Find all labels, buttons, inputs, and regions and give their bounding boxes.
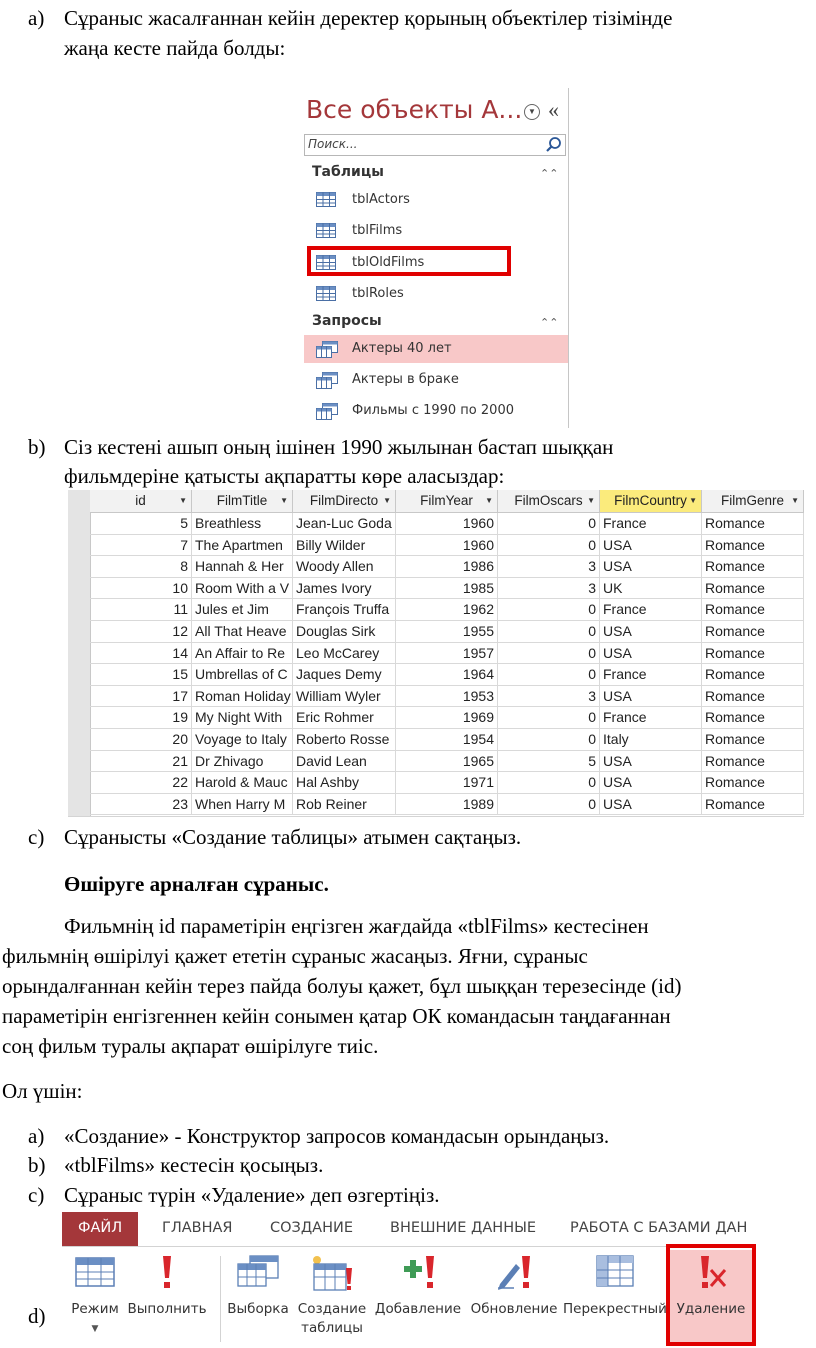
table-cell[interactable]: Romance	[702, 643, 804, 664]
table-cell[interactable]: USA	[600, 621, 702, 642]
nav-item-query[interactable]	[304, 397, 568, 425]
table-icon	[316, 192, 336, 207]
group-header-tables[interactable]: Таблицы	[312, 164, 384, 180]
nav-pane-title[interactable]: Все объекты А...	[306, 95, 523, 124]
table-cell[interactable]: 0	[498, 794, 600, 815]
table-cell[interactable]: 0	[498, 599, 600, 620]
table-cell[interactable]: Romance	[702, 729, 804, 750]
table-cell[interactable]: Roman Holiday	[192, 686, 293, 707]
nav-item-label: Актеры 40 лет	[352, 341, 452, 356]
list-marker: a)	[28, 1124, 45, 1148]
column-header-label: FilmOscars	[514, 493, 583, 508]
paragraph-line: орындалғаннан кейін терез пайда болуы қажет, бұл шыққан терезесінде (id)	[2, 974, 682, 998]
tab-file[interactable]: ФАЙЛ	[62, 1212, 138, 1246]
table-cell[interactable]: Leo McCarey	[293, 643, 396, 664]
sort-filter-arrow-icon[interactable]: ▼	[179, 496, 187, 505]
column-header-label: FilmDirecto	[309, 493, 379, 508]
paragraph-line: параметірін енгізгеннен кейін сонымен қатар ОК командасын таңдағаннан	[2, 1004, 671, 1028]
table-cell[interactable]: 23	[90, 794, 192, 815]
ribbon-tabs	[62, 1212, 756, 1247]
table-row[interactable]	[90, 729, 804, 751]
table-cell[interactable]: Romance	[702, 578, 804, 599]
table-row[interactable]	[90, 578, 804, 600]
table-cell[interactable]: Romance	[702, 513, 804, 534]
column-header[interactable]	[90, 490, 192, 512]
paragraph-line: соң фильм туралы ақпарат өшірілуге тиіс.	[2, 1034, 379, 1058]
column-header-label: FilmCountry	[614, 493, 687, 508]
nav-item-table[interactable]	[304, 217, 568, 245]
column-header[interactable]	[293, 490, 396, 512]
table-cell[interactable]: 3	[498, 556, 600, 577]
table-cell[interactable]: 1965	[396, 751, 498, 772]
table-cell[interactable]: 3	[498, 578, 600, 599]
table-cell[interactable]: David Lean	[293, 751, 396, 772]
search-icon[interactable]	[545, 136, 563, 154]
column-header[interactable]	[498, 490, 600, 512]
table-cell[interactable]: Woody Allen	[293, 556, 396, 577]
select-query-button[interactable]	[224, 1250, 292, 1344]
table-row[interactable]	[90, 772, 804, 794]
nav-item-label: tblFilms	[352, 223, 403, 238]
query-icon	[316, 341, 338, 358]
table-cell[interactable]: 1962	[396, 599, 498, 620]
collapse-group-icon[interactable]: ⌃⌃	[540, 316, 559, 329]
tab-home[interactable]: ГЛАВНАЯ	[162, 1220, 233, 1236]
row-selector-column[interactable]	[68, 490, 91, 816]
nav-item-label: Актеры в браке	[352, 372, 459, 387]
table-cell[interactable]: France	[600, 513, 702, 534]
table-cell[interactable]: 22	[90, 772, 192, 793]
list-marker: c)	[28, 1183, 45, 1207]
highlight-box	[307, 246, 511, 276]
list-marker: a)	[28, 6, 45, 30]
table-cell[interactable]: 5	[90, 513, 192, 534]
sort-filter-arrow-icon[interactable]: ▼	[383, 496, 391, 505]
button-label: Добавление	[374, 1301, 462, 1317]
table-cell[interactable]: France	[600, 664, 702, 685]
datasheet-grid	[68, 490, 804, 817]
table-cell[interactable]: 15	[90, 664, 192, 685]
table-row[interactable]	[90, 707, 804, 729]
update-query-button[interactable]	[466, 1250, 562, 1344]
list-marker: b)	[28, 1153, 46, 1177]
table-cell[interactable]: 1986	[396, 556, 498, 577]
paragraph-line: Сұраныс жасалғаннан кейін деректер қорының объектілер тізімінде	[64, 6, 673, 30]
table-cell[interactable]: 21	[90, 751, 192, 772]
chevron-down-icon[interactable]: ▼	[524, 104, 540, 120]
button-label: Создание	[297, 1301, 367, 1317]
run-button[interactable]	[126, 1250, 208, 1344]
paragraph-line: фильмнің өшірілуі қажет ететін сұраныс жасаңыз. Яғни, сұраныс	[2, 944, 588, 968]
table-row[interactable]	[90, 599, 804, 621]
chevron-down-icon[interactable]: ▼	[91, 1324, 99, 1334]
table-cell[interactable]: 1954	[396, 729, 498, 750]
list-marker: d)	[28, 1304, 46, 1328]
table-row[interactable]	[90, 794, 804, 816]
table-cell[interactable]: Romance	[702, 751, 804, 772]
sort-filter-arrow-icon[interactable]: ▼	[587, 496, 595, 505]
table-cell[interactable]: Voyage to Italy	[192, 729, 293, 750]
crosstab-query-button[interactable]	[562, 1250, 668, 1344]
table-row[interactable]	[90, 621, 804, 643]
query-icon	[316, 403, 338, 420]
table-cell[interactable]: Billy Wilder	[293, 535, 396, 556]
list-marker: c)	[28, 825, 45, 849]
table-cell[interactable]: Rob Reiner	[293, 794, 396, 815]
table-cell[interactable]: Eric Rohmer	[293, 707, 396, 728]
nav-item-query[interactable]	[304, 335, 568, 363]
table-row[interactable]	[90, 751, 804, 773]
crosstab-icon	[595, 1254, 635, 1288]
table-cell[interactable]: USA	[600, 686, 702, 707]
column-header-label: id	[135, 493, 146, 508]
column-header-label: FilmTitle	[216, 493, 268, 508]
table-cell[interactable]: Dr Zhivago	[192, 751, 293, 772]
ribbon	[62, 1212, 756, 1348]
table-cell[interactable]: Romance	[702, 556, 804, 577]
search-box[interactable]	[304, 134, 566, 156]
table-cell[interactable]: 10	[90, 578, 192, 599]
column-header[interactable]	[192, 490, 293, 512]
table-cell[interactable]: All That Heave	[192, 621, 293, 642]
table-cell[interactable]: USA	[600, 556, 702, 577]
column-header[interactable]	[702, 490, 804, 512]
button-label: Удаление	[676, 1301, 746, 1317]
column-header[interactable]	[600, 490, 702, 512]
button-label: Перекрестный	[563, 1301, 667, 1317]
table-cell[interactable]: 8	[90, 556, 192, 577]
sort-filter-arrow-icon[interactable]: ▼	[485, 496, 493, 505]
grid-view-icon	[75, 1254, 115, 1288]
paragraph-line: Сіз кестені ашып оның ішінен 1990 жылынан бастап шыққан	[64, 435, 614, 459]
paragraph-line: жаңа кесте пайда болды:	[64, 36, 286, 60]
button-label: Обновление	[470, 1301, 558, 1317]
table-cell[interactable]: My Night With	[192, 707, 293, 728]
button-label: Режим	[71, 1301, 119, 1317]
table-cell[interactable]: Hal Ashby	[293, 772, 396, 793]
button-label: Выполнить	[127, 1301, 207, 1317]
column-header-label: FilmYear	[420, 493, 473, 508]
table-cell[interactable]: 0	[498, 772, 600, 793]
table-cell[interactable]: 11	[90, 599, 192, 620]
table-cell[interactable]: 0	[498, 707, 600, 728]
table-cell[interactable]: 20	[90, 729, 192, 750]
table-cell[interactable]: William Wyler	[293, 686, 396, 707]
table-icon	[316, 223, 336, 238]
paragraph-line: Сұранысты «Создание таблицы» атымен сақтаңыз.	[64, 825, 522, 849]
table-cell[interactable]: 1953	[396, 686, 498, 707]
nav-item-query[interactable]	[304, 366, 568, 394]
table-cell[interactable]: 0	[498, 664, 600, 685]
table-cell[interactable]: 1957	[396, 643, 498, 664]
table-cell[interactable]: France	[600, 707, 702, 728]
highlight-box	[666, 1244, 756, 1346]
table-cell[interactable]: Romance	[702, 621, 804, 642]
button-label: таблицы	[301, 1320, 363, 1336]
table-cell[interactable]: USA	[600, 794, 702, 815]
table-cell[interactable]: 1989	[396, 794, 498, 815]
tab-create[interactable]: СОЗДАНИЕ	[270, 1220, 353, 1236]
table-cell[interactable]: 3	[498, 686, 600, 707]
append-query-button[interactable]	[370, 1250, 466, 1344]
table-cell[interactable]: UK	[600, 578, 702, 599]
list-marker: b)	[28, 435, 46, 459]
table-cell[interactable]: James Ivory	[293, 578, 396, 599]
table-cell[interactable]: USA	[600, 535, 702, 556]
table-cell[interactable]: Jules et Jim	[192, 599, 293, 620]
table-cell[interactable]: Umbrellas of C	[192, 664, 293, 685]
table-cell[interactable]: Jean-Luc Goda	[293, 513, 396, 534]
table-cell[interactable]: 1960	[396, 535, 498, 556]
tab-database-tools[interactable]: РАБОТА С БАЗАМИ ДАН	[570, 1220, 748, 1236]
table-icon	[316, 286, 336, 301]
column-header-row	[90, 490, 804, 513]
table-cell[interactable]: Romance	[702, 686, 804, 707]
table-cell[interactable]: Romance	[702, 599, 804, 620]
make-table-icon	[310, 1254, 354, 1292]
sort-filter-arrow-icon[interactable]: ▼	[791, 496, 799, 505]
table-cell[interactable]: Room With a V	[192, 578, 293, 599]
list-item: «tblFilms» кестесін қосыңыз.	[64, 1153, 324, 1177]
table-cell[interactable]: USA	[600, 751, 702, 772]
exclamation-icon	[157, 1254, 177, 1290]
nav-item-label: tblActors	[352, 192, 410, 207]
tab-external-data[interactable]: ВНЕШНИЕ ДАННЫЕ	[390, 1220, 537, 1236]
append-icon	[398, 1254, 438, 1290]
paragraph-line: фильмдеріне қатысты ақпаратты көре аласыздар:	[64, 464, 505, 488]
table-cell[interactable]: France	[600, 599, 702, 620]
table-row[interactable]	[90, 513, 804, 535]
table-cell[interactable]: 1985	[396, 578, 498, 599]
column-header-label: FilmGenre	[720, 493, 784, 508]
table-cell[interactable]: 0	[498, 643, 600, 664]
table-cell[interactable]: The Apartmen	[192, 535, 293, 556]
table-cell[interactable]: Breathless	[192, 513, 293, 534]
table-cell[interactable]: Italy	[600, 729, 702, 750]
nav-item-label: tblRoles	[352, 286, 404, 301]
table-cell[interactable]: Romance	[702, 794, 804, 815]
table-cell[interactable]: An Affair to Re	[192, 643, 293, 664]
table-cell[interactable]: 1960	[396, 513, 498, 534]
update-icon	[494, 1254, 534, 1290]
select-query-icon	[236, 1254, 280, 1288]
table-cell[interactable]: 1971	[396, 772, 498, 793]
table-cell[interactable]: 1955	[396, 621, 498, 642]
collapse-group-icon[interactable]: ⌃⌃	[540, 167, 559, 180]
table-cell[interactable]: USA	[600, 643, 702, 664]
view-mode-button[interactable]	[66, 1250, 124, 1344]
table-cell[interactable]: Harold & Mauc	[192, 772, 293, 793]
nav-item-table[interactable]	[304, 186, 568, 214]
table-cell[interactable]: 5	[498, 751, 600, 772]
paragraph-line: Ол үшін:	[2, 1079, 83, 1103]
table-cell[interactable]: 1969	[396, 707, 498, 728]
table-cell[interactable]: 0	[498, 621, 600, 642]
table-row[interactable]	[90, 686, 804, 708]
section-heading: Өшіруге арналған сұраныс.	[64, 872, 329, 896]
list-item: Сұраныс түрін «Удаление» деп өзгертіңіз.	[64, 1183, 440, 1207]
table-row[interactable]	[90, 643, 804, 665]
table-cell[interactable]: 12	[90, 621, 192, 642]
table-row[interactable]	[90, 535, 804, 557]
table-cell[interactable]: François Truffa	[293, 599, 396, 620]
table-cell[interactable]: 0	[498, 513, 600, 534]
table-cell[interactable]: Roberto Rosse	[293, 729, 396, 750]
table-cell[interactable]: 17	[90, 686, 192, 707]
table-cell[interactable]: Hannah & Her	[192, 556, 293, 577]
make-table-button[interactable]	[294, 1250, 370, 1344]
sort-filter-arrow-icon[interactable]: ▼	[689, 496, 697, 505]
table-cell[interactable]: 0	[498, 729, 600, 750]
table-cell[interactable]: 0	[498, 535, 600, 556]
table-cell[interactable]: Romance	[702, 707, 804, 728]
nav-item-label: tblOldFilms	[352, 255, 425, 270]
button-label: Выборка	[227, 1301, 289, 1317]
table-cell[interactable]: 1964	[396, 664, 498, 685]
table-cell[interactable]: Romance	[702, 772, 804, 793]
nav-item-table[interactable]	[304, 280, 568, 308]
table-cell[interactable]: 14	[90, 643, 192, 664]
column-header[interactable]	[396, 490, 498, 512]
list-item: «Создание» - Конструктор запросов командасын орындаңыз.	[64, 1124, 610, 1148]
search-input[interactable]	[305, 135, 541, 153]
table-row[interactable]	[90, 556, 804, 578]
table-cell[interactable]: When Harry M	[192, 794, 293, 815]
query-icon	[316, 372, 338, 389]
table-row[interactable]	[90, 664, 804, 686]
table-cell[interactable]: USA	[600, 772, 702, 793]
table-cell[interactable]: Jaques Demy	[293, 664, 396, 685]
table-cell[interactable]: Romance	[702, 664, 804, 685]
table-cell[interactable]: 19	[90, 707, 192, 728]
nav-item-label: Фильмы с 1990 по 2000	[352, 403, 514, 418]
collapse-pane-icon[interactable]: «	[548, 97, 559, 122]
group-header-queries[interactable]: Запросы	[312, 313, 382, 329]
sort-filter-arrow-icon[interactable]: ▼	[280, 496, 288, 505]
paragraph-line: Фильмнің id параметірін еңгізген жағдайда «tblFilms» кестесінен	[64, 914, 649, 938]
table-cell[interactable]: 7	[90, 535, 192, 556]
table-cell[interactable]: Romance	[702, 535, 804, 556]
table-cell[interactable]: Douglas Sirk	[293, 621, 396, 642]
